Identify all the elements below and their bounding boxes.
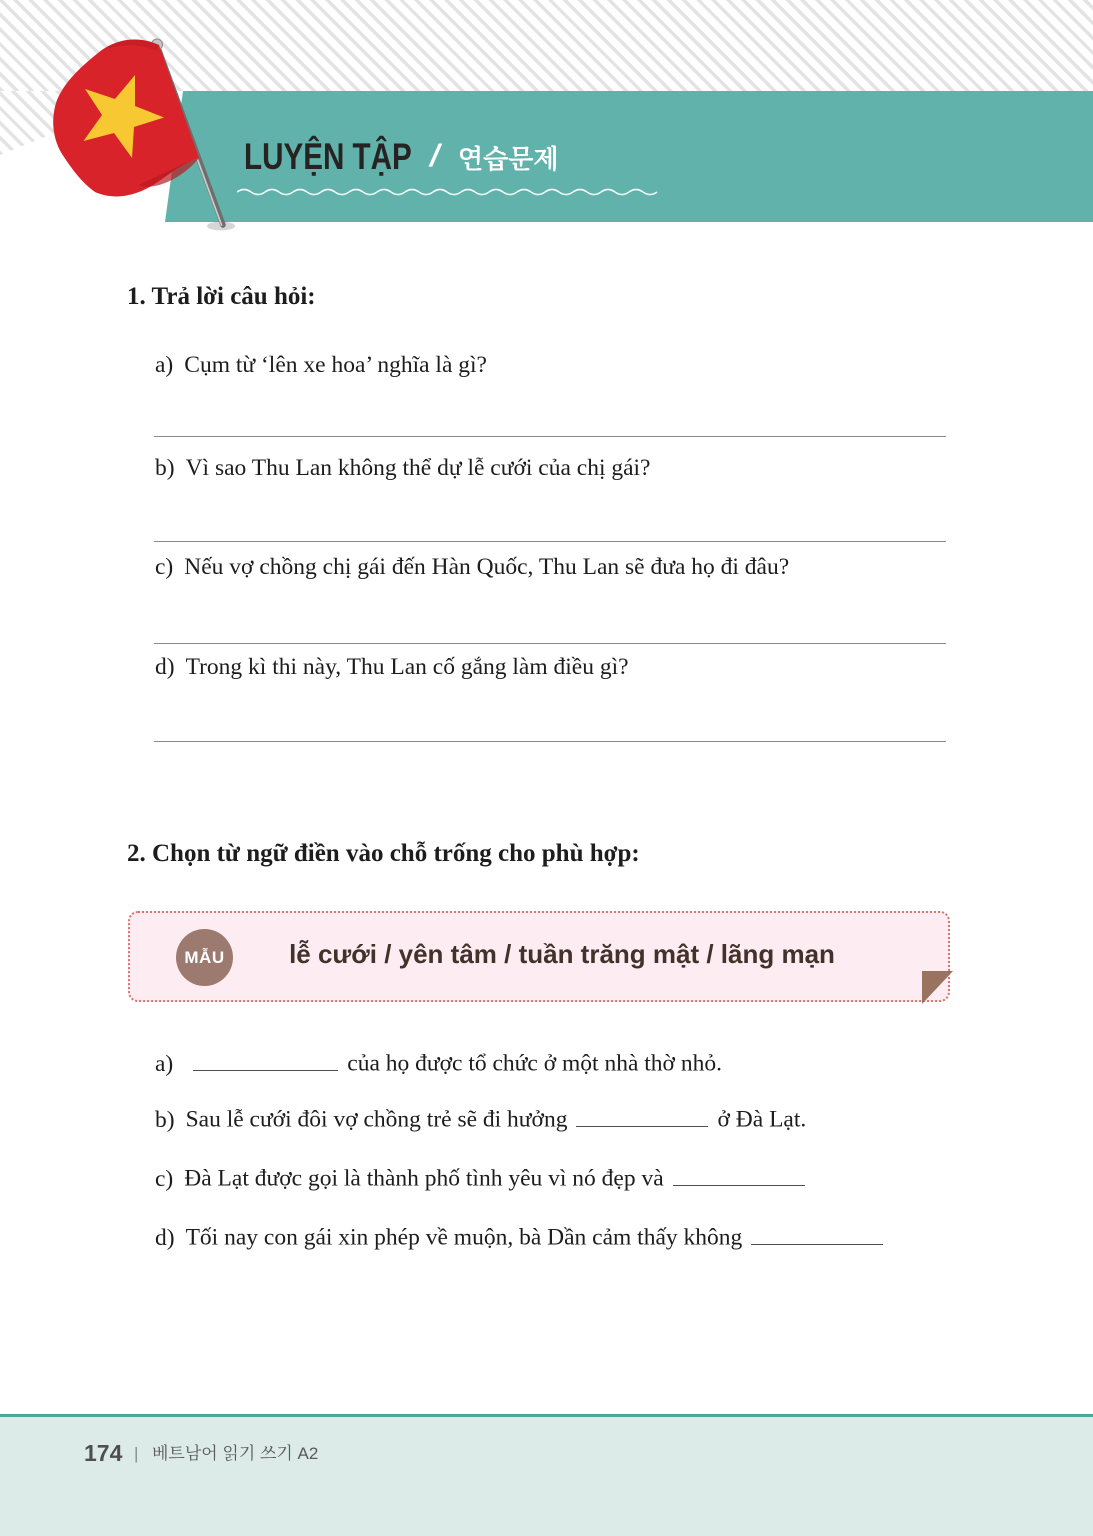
fill-item-a-label: a) xyxy=(155,1050,174,1077)
question-b-label: b) xyxy=(155,455,175,481)
fill-item-c-label: c) xyxy=(155,1165,174,1192)
question-a xyxy=(155,351,487,380)
question-b-text: Vì sao Thu Lan không thể dự lễ cưới của chị gái? xyxy=(185,455,651,481)
question-b xyxy=(155,454,650,483)
fill-item-b-before: Sau lễ cưới đôi vợ chồng trẻ sẽ đi hưởng xyxy=(185,1106,568,1133)
answer-line-c xyxy=(154,643,946,644)
footer-separator: | xyxy=(134,1444,139,1463)
question-a-text: Cụm từ ‘lên xe hoa’ nghĩa là gì? xyxy=(184,352,487,378)
answer-line-d xyxy=(154,741,946,742)
fill-item-b xyxy=(155,1102,806,1135)
fill-item-a xyxy=(155,1046,722,1079)
title-separator: / xyxy=(426,138,444,173)
question-c-text: Nếu vợ chồng chị gái đến Hàn Quốc, Thu Lan sẽ đưa họ đi đâu? xyxy=(184,554,790,580)
question-a-label: a) xyxy=(155,352,174,378)
fill-blank-a xyxy=(193,1046,338,1071)
fill-item-a-after: của họ được tổ chức ở một nhà thờ nhỏ. xyxy=(347,1050,722,1077)
answer-line-a xyxy=(154,436,946,437)
vietnam-flag-icon xyxy=(40,33,240,238)
question-d xyxy=(155,653,629,682)
page-number: 174 xyxy=(84,1440,123,1466)
example-badge: MẪU xyxy=(176,929,233,986)
fill-item-d-label: d) xyxy=(155,1224,175,1251)
page-subtitle-korean: 연습문제 xyxy=(458,144,559,174)
fill-item-b-label: b) xyxy=(155,1106,175,1133)
folded-corner xyxy=(922,971,953,1004)
fill-blank-b xyxy=(576,1102,708,1127)
footer xyxy=(0,1417,1093,1536)
fill-item-c-before: Đà Lạt được gọi là thành phố tình yêu vì nó đẹp và xyxy=(184,1165,664,1192)
question-c-label: c) xyxy=(155,554,174,580)
word-bank-box xyxy=(128,911,950,1002)
fill-item-d xyxy=(155,1220,892,1253)
question-c xyxy=(155,553,789,582)
wavy-underline xyxy=(237,184,658,198)
page-title: LUYỆN TẬP xyxy=(244,136,412,177)
section-2-heading: 2. Chọn từ ngữ điền vào chỗ trống cho phù hợp: xyxy=(127,840,640,867)
question-d-text: Trong kì thi này, Thu Lan cố gắng làm điều gì? xyxy=(185,654,629,680)
fill-blank-d xyxy=(751,1220,883,1245)
question-d-label: d) xyxy=(155,654,175,680)
section-1-heading: 1. Trả lời câu hỏi: xyxy=(127,283,316,310)
fill-item-b-after: ở Đà Lạt. xyxy=(717,1106,807,1133)
fill-item-c xyxy=(155,1161,814,1194)
book-title: 베트남어 읽기 쓰기 A2 xyxy=(152,1444,319,1463)
fill-blank-c xyxy=(673,1161,805,1186)
answer-line-b xyxy=(154,541,946,542)
word-bank-text: lễ cưới / yên tâm / tuần trăng mật / lãng mạn xyxy=(289,939,835,969)
fill-item-d-before: Tối nay con gái xin phép về muộn, bà Dần cảm thấy không xyxy=(185,1224,743,1251)
